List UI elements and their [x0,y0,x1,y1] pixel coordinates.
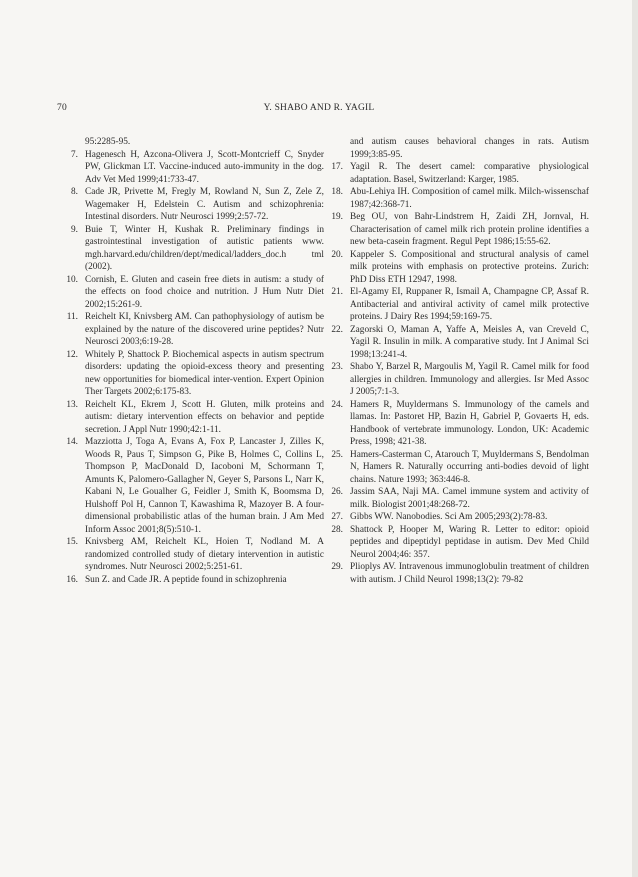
reference-item [323,399,589,449]
reference-number: 23. [331,362,343,372]
reference-number: 8. [71,187,78,197]
reference-text: Reichelt KL, Ekrem J, Scott H. Gluten, milk proteins and autism: dietary intervention effects on behavior and peptide secretion. J Appl Nutr 1990;42:1-11. [85,399,324,435]
reference-item [58,149,324,187]
reference-item [323,511,589,524]
reference-list-left [58,149,324,587]
reference-number: 21. [331,287,343,297]
references-right-column [323,136,589,586]
running-title: Y. SHABO AND R. YAGIL [263,103,375,113]
reference-item [58,224,324,274]
reference-text: Knivsberg AM, Reichelt KL, Hoien T, Nodland M. A randomized controlled study of dietary intervention in autistic syndromes. Nutr Neurosci 2002;5:251-61. [85,537,324,572]
page-header [0,103,638,117]
reference-item [58,186,324,224]
reference-number: 26. [331,487,343,497]
reference-number: 17. [331,162,343,172]
reference-number: 29. [331,562,343,572]
reference-text: Buie T, Winter H, Kushak R. Preliminary findings in gastrointestinal investigation of autistic patients www. mgh.harvard.edu/children/dept/medical/ladders_doc.h tml (2002). [85,224,324,272]
reference-text: Hagenesch H, Azcona-Olivera J, Scott-Montcrieff C, Snyder PW, Glickman LT. Vaccine-induced auto-immunity in the dog. Adv Vet Med 1999;41:733-47. [85,149,324,185]
reference-item [58,574,324,587]
reference-item [58,311,324,349]
reference-number: 12. [66,349,78,360]
reference-text: Cade JR, Privette M, Fregly M, Rowland N, Sun Z, Zele Z, Wagemaker H, Edelstein C. Autism and schizophrenia: Intestinal disorders. Nutr Neurosci 1999;2:57-72. [85,187,324,222]
reference-item [323,561,589,586]
reference-number: 25. [331,449,343,460]
reference-text: Abu-Lehiya IH. Composition of camel milk. Milch-wissenschaf 1987;42:368-71. [350,187,589,210]
reference-item [323,286,589,324]
reference-text: Reichelt KI, Knivsberg AM. Can pathophysiology of autism be explained by the nature of the discovered urine peptides? Nutr Neurosci 2003;6:19-28. [85,312,324,347]
reference-text: Zagorski O, Maman A, Yaffe A, Meisles A, van Creveld C, Yagil R. Insulin in milk. A comparative study. Int J Animal Sci 1998;13:241-4. [350,324,589,360]
reference-text: Beg OU, von Bahr-Lindstrem H, Zaidi ZH, Jornval, H. Characterisation of camel milk rich protein proline identifies a new beta-casein fragment. Regul Pept 1986;15:55-62. [350,212,589,247]
reference-item [323,449,589,487]
reference-number: 20. [331,249,343,260]
reference-item [323,211,589,249]
reference-number: 16. [66,574,78,585]
reference-text: Jassim SAA, Naji MA. Camel immune system and activity of milk. Biologist 2001;48:268-72. [350,487,589,510]
reference-item [323,249,589,287]
reference-list-right [323,161,589,586]
reference-text: Hamers R, Muyldermans S. Immunology of the camels and llamas. In: Pastoret HP, Bazin H, Gabriel P, Govaerts H, eds. Handbook of vertebrate immunology. London, UK: Academic Press, 1998; 421-38. [350,399,589,447]
reference-number: 24. [331,399,343,410]
reference-item [58,436,324,536]
reference-number: 11. [66,312,78,322]
reference-number: 28. [331,524,343,535]
reference-number: 15. [66,537,78,547]
page-edge-shadow [632,0,638,877]
reference-text: Shattock P, Hooper M, Waring R. Letter to editor: opioid peptides and dipeptidyl peptidase in autism. Dev Med Child Neurol 2004;46: 357. [350,524,589,560]
reference-text: Sun Z. and Cade JR. A peptide found in schizophrenia [85,574,287,585]
reference-number: 18. [331,187,343,197]
reference-number: 27. [331,512,343,522]
reference-item [58,536,324,574]
reference-number: 7. [71,149,78,160]
reference-text: Kappeler S. Compositional and structural analysis of camel milk proteins with emphasis on protective proteins. Zurich: PhD Diss ETH 12947, 1998. [350,249,589,285]
reference-continuation: and autism causes behavioral changes in rats. Autism 1999;3:85-95. [350,137,589,160]
reference-item [323,524,589,562]
reference-text: Whitely P, Shattock P. Biochemical aspects in autism spectrum disorders: updating the opioid-excess theory and presenting new opportunities for biomedical inter-vention. Expert Opinion Ther Targets 2002;6:175-83. [85,349,324,397]
reference-item [323,161,589,186]
reference-item [58,349,324,399]
reference-text: El-Agamy EI, Ruppaner R, Ismail A, Champagne CP, Assaf R. Antibacterial and antiviral activity of camel milk protective proteins. J Dairy Res 1994;59:169-75. [350,287,589,322]
reference-item [323,361,589,399]
reference-number: 10. [66,274,78,285]
reference-item [323,186,589,211]
reference-number: 13. [66,399,78,410]
reference-item [58,399,324,437]
reference-text: Gibbs WW. Nanobodies. Sci Am 2005;293(2):78-83. [350,512,548,522]
reference-continuation: 95:2285-95. [85,137,131,147]
reference-text: Yagil R. The desert camel: comparative physiological adaptation. Basel, Switzerland: Karger, 1985. [350,162,589,185]
reference-item [323,486,589,511]
reference-text: Hamers-Casterman C, Atarouch T, Muyldermans S, Bendolman N, Hamers R. Naturally occurring anti-bodies devoid of light chains. Nature 1993; 363:446-8. [350,449,589,485]
reference-number: 9. [71,224,78,235]
reference-text: Shabo Y, Barzel R, Margoulis M, Yagil R. Camel milk for food allergies in children. Immunology and allergies. Isr Med Assoc J 2005;7:1-3. [350,362,589,397]
page-number: 70 [57,103,67,113]
reference-text: Plioplys AV. Intravenous immunoglobulin treatment of children with autism. J Child Neurol 1998;13(2): 79-82 [350,562,589,585]
reference-number: 22. [331,324,343,335]
reference-number: 19. [331,212,343,222]
reference-item [323,324,589,362]
references-left-column [58,136,324,586]
reference-item [58,274,324,312]
reference-text: Mazziotta J, Toga A, Evans A, Fox P, Lancaster J, Zilles K, Woods R, Paus T, Simpson G, Pike B, Holmes C, Collins L, Thompson P, MacDonald D, Iacoboni M, Schormann T, Amunts K, Palomero-Gallagher N, Geyer S, Parsons L, Narr K, Kabani N, Le Goualher G, Feidler J, Smith K, Boomsma D, Hulshoff Pol H, Cannon T, Kawashima R, Mazoyer B. A four-dimensional probabilistic atlas of the human brain. J Am Med Inform Assoc 2001;8(5):510-1. [85,437,324,535]
reference-text: Cornish, E. Gluten and casein free diets in autism: a study of the effects on food choice and nutrition. J Hum Nutr Diet 2002;15:261-9. [85,274,324,310]
reference-number: 14. [66,437,78,447]
